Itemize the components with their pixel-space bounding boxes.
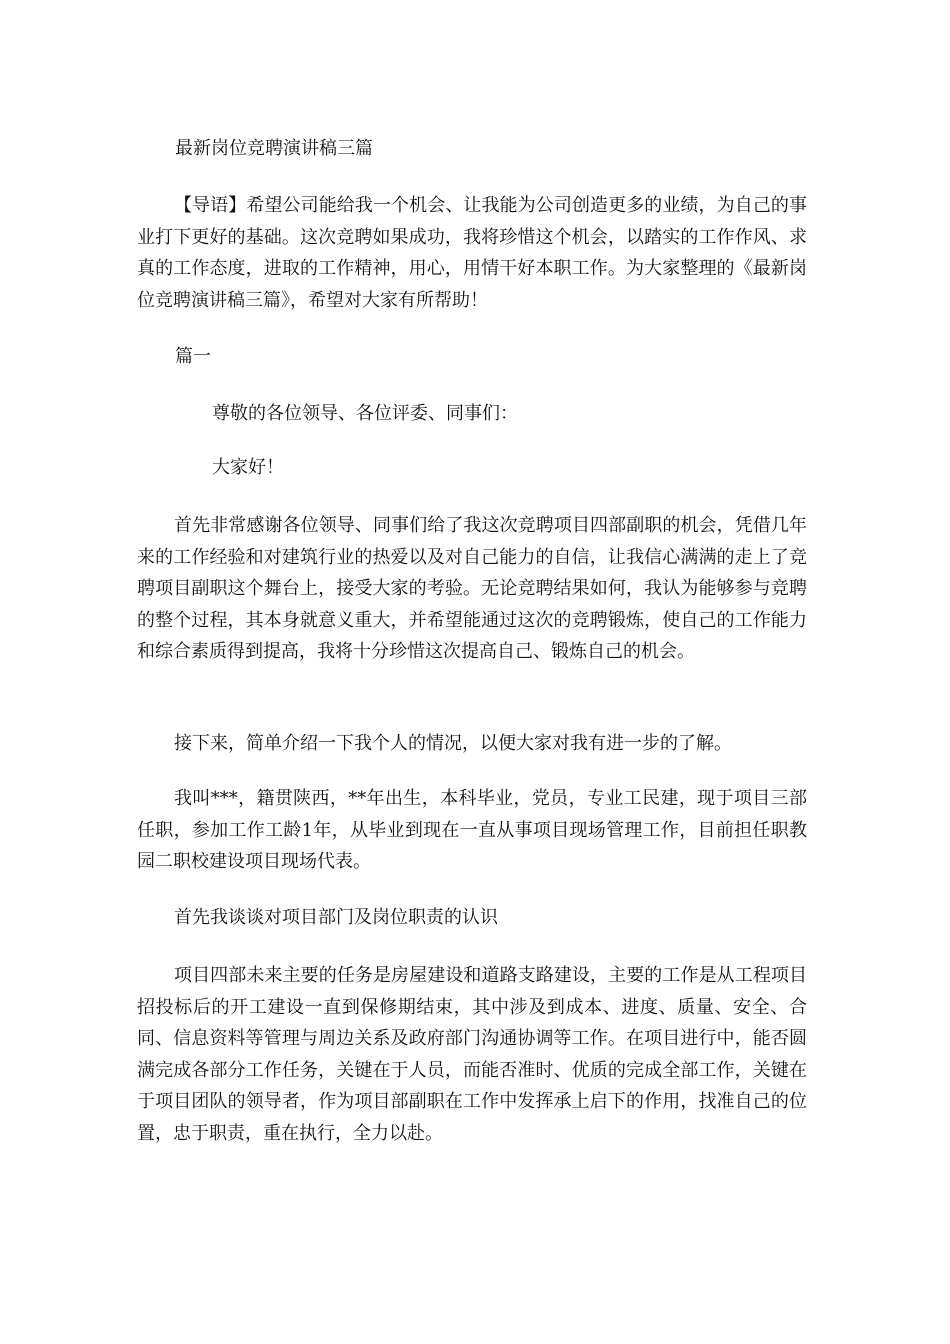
- body-paragraph: 首先我谈谈对项目部门及岗位职责的认识: [174, 907, 498, 928]
- greeting: 大家好！: [212, 457, 284, 478]
- salutation: 尊敬的各位领导、各位评委、同事们：: [212, 403, 518, 424]
- section-heading: 篇一: [175, 346, 211, 367]
- body-paragraph: 接下来，简单介绍一下我个人的情况，以便大家对我有进一步的了解。: [174, 733, 732, 754]
- body-paragraph: 我叫***，籍贯陕西，**年出生，本科毕业，党员，专业工民建，现于项目三部任职，参加工作工龄1年，从毕业到现在一直从事项目现场管理工作，目前担任职教园二职校建设项目现场代表。: [137, 788, 807, 872]
- intro-paragraph: 【导语】希望公司能给我一个机会、让我能为公司创造更多的业绩，为自己的事业打下更好的基础。这次竞聘如果成功，我将珍惜这个机会，以踏实的工作作风、求真的工作态度，进取的工作精神，用心，用情干好本职工作。为大家整理的《最新岗位竞聘演讲稿三篇》，希望对大家有所帮助！: [137, 195, 807, 311]
- document-title: 最新岗位竞聘演讲稿三篇: [175, 138, 373, 159]
- body-paragraph: 首先非常感谢各位领导、同事们给了我这次竞聘项目四部副职的机会，凭借几年来的工作经验和对建筑行业的热爱以及对自己能力的自信，让我信心满满的走上了竞聘项目副职这个舞台上，接受大家的考验。无论竞聘结果如何，我认为能够参与竞聘的整个过程，其本身就意义重大，并希望能通过这次的竞聘锻炼，使自己的工作能力和综合素质得到提高，我将十分珍惜这次提高自己、锻炼自己的机会。: [137, 515, 807, 662]
- body-paragraph: 项目四部未来主要的任务是房屋建设和道路支路建设，主要的工作是从工程项目招投标后的开工建设一直到保修期结束，其中涉及到成本、进度、质量、安全、合同、信息资料等管理与周边关系及政府部门沟通协调等工作。在项目进行中，能否圆满完成各部分工作任务，关键在于人员，而能否准时、优质的完成全部工作，关键在于项目团队的领导者，作为项目部副职在工作中发挥承上启下的作用，找准自己的位置，忠于职责，重在执行，全力以赴。: [137, 965, 807, 1144]
